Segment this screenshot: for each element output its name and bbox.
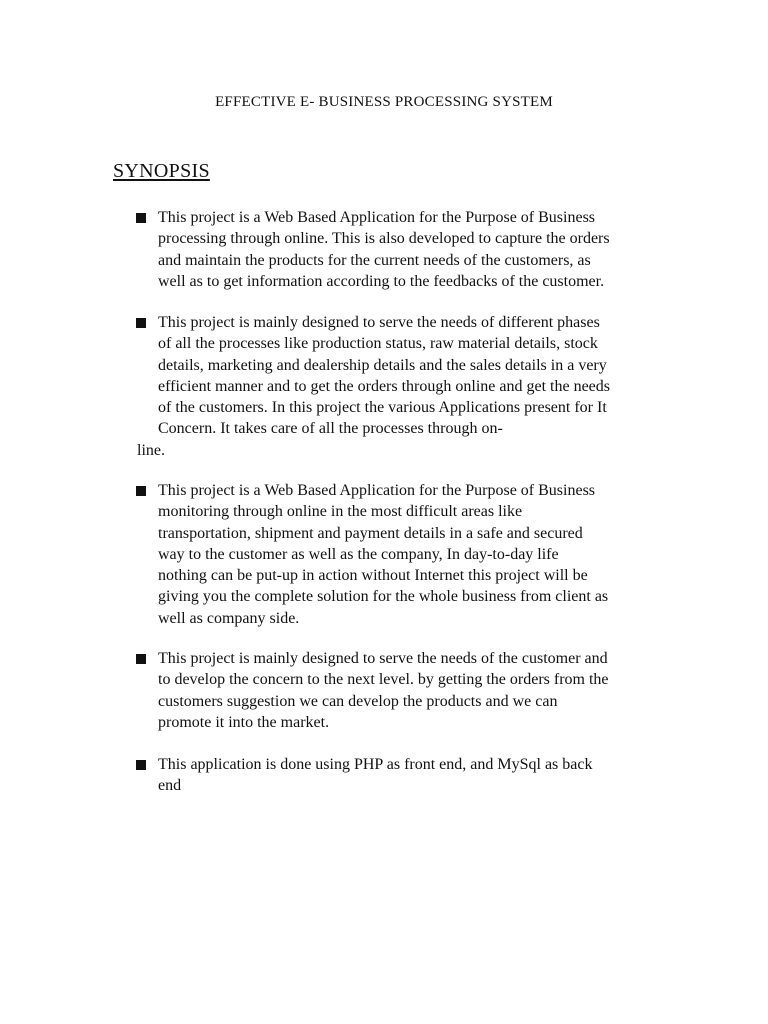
text-line: and maintain the products for the current needs of the customers, as bbox=[158, 251, 591, 269]
text-line: This project is a Web Based Application for the Purpose of Business bbox=[158, 482, 596, 499]
text-line: end bbox=[158, 777, 182, 795]
document-title: EFFECTIVE E- BUSINESS PROCESSING SYSTEM bbox=[215, 94, 553, 110]
text-line: giving you the complete solution for the whole business from client as bbox=[158, 588, 609, 606]
text-line: to develop the concern to the next level. by getting the orders from the bbox=[158, 671, 609, 689]
text-line: well as company side. bbox=[158, 609, 300, 627]
text-line: way to the customer as well as the company, In day-to-day life bbox=[158, 545, 559, 563]
text-line: details, marketing and dealership details and the sales details in a very bbox=[158, 356, 607, 374]
text-line: customers suggestion we can develop the products and we can bbox=[158, 692, 558, 710]
text-line: transportation, shipment and payment details in a safe and secured bbox=[158, 524, 583, 542]
text-line: This application is done using PHP as front end, and MySql as back bbox=[158, 756, 593, 773]
square-bullet-icon bbox=[136, 654, 146, 664]
square-bullet-icon bbox=[136, 213, 146, 223]
text-line: nothing can be put-up in action without Internet this project will be bbox=[158, 567, 588, 585]
text-line: This project is mainly designed to serve the needs of different phases bbox=[158, 314, 600, 331]
text-line: monitoring through online in the most difficult areas like bbox=[158, 503, 523, 521]
bullet-text bbox=[158, 480, 666, 629]
text-line: promote it into the market. bbox=[158, 713, 330, 731]
bullet-text bbox=[137, 312, 666, 461]
text-line: of all the processes like production status, raw material details, stock bbox=[158, 335, 598, 353]
section-heading-synopsis: SYNOPSIS bbox=[113, 160, 210, 182]
text-line: This project is mainly designed to serve the needs of the customer and bbox=[158, 650, 608, 667]
text-line: line. bbox=[137, 441, 165, 459]
square-bullet-icon bbox=[136, 760, 146, 770]
text-line: efficient manner and to get the orders through online and get the needs bbox=[158, 377, 610, 395]
bullet-text bbox=[158, 754, 666, 797]
text-line: Concern. It takes care of all the processes through on- bbox=[158, 420, 503, 438]
text-line: processing through online. This is also developed to capture the orders bbox=[158, 230, 610, 248]
bullet-text bbox=[158, 648, 666, 733]
square-bullet-icon bbox=[136, 318, 146, 328]
text-line: well as to get information according to the feedbacks of the customer. bbox=[158, 272, 605, 290]
text-line: of the customers. In this project the various Applications present for It bbox=[158, 399, 607, 417]
bullet-text bbox=[158, 207, 666, 292]
square-bullet-icon bbox=[136, 486, 146, 496]
text-line: This project is a Web Based Application for the Purpose of Business bbox=[158, 209, 596, 226]
